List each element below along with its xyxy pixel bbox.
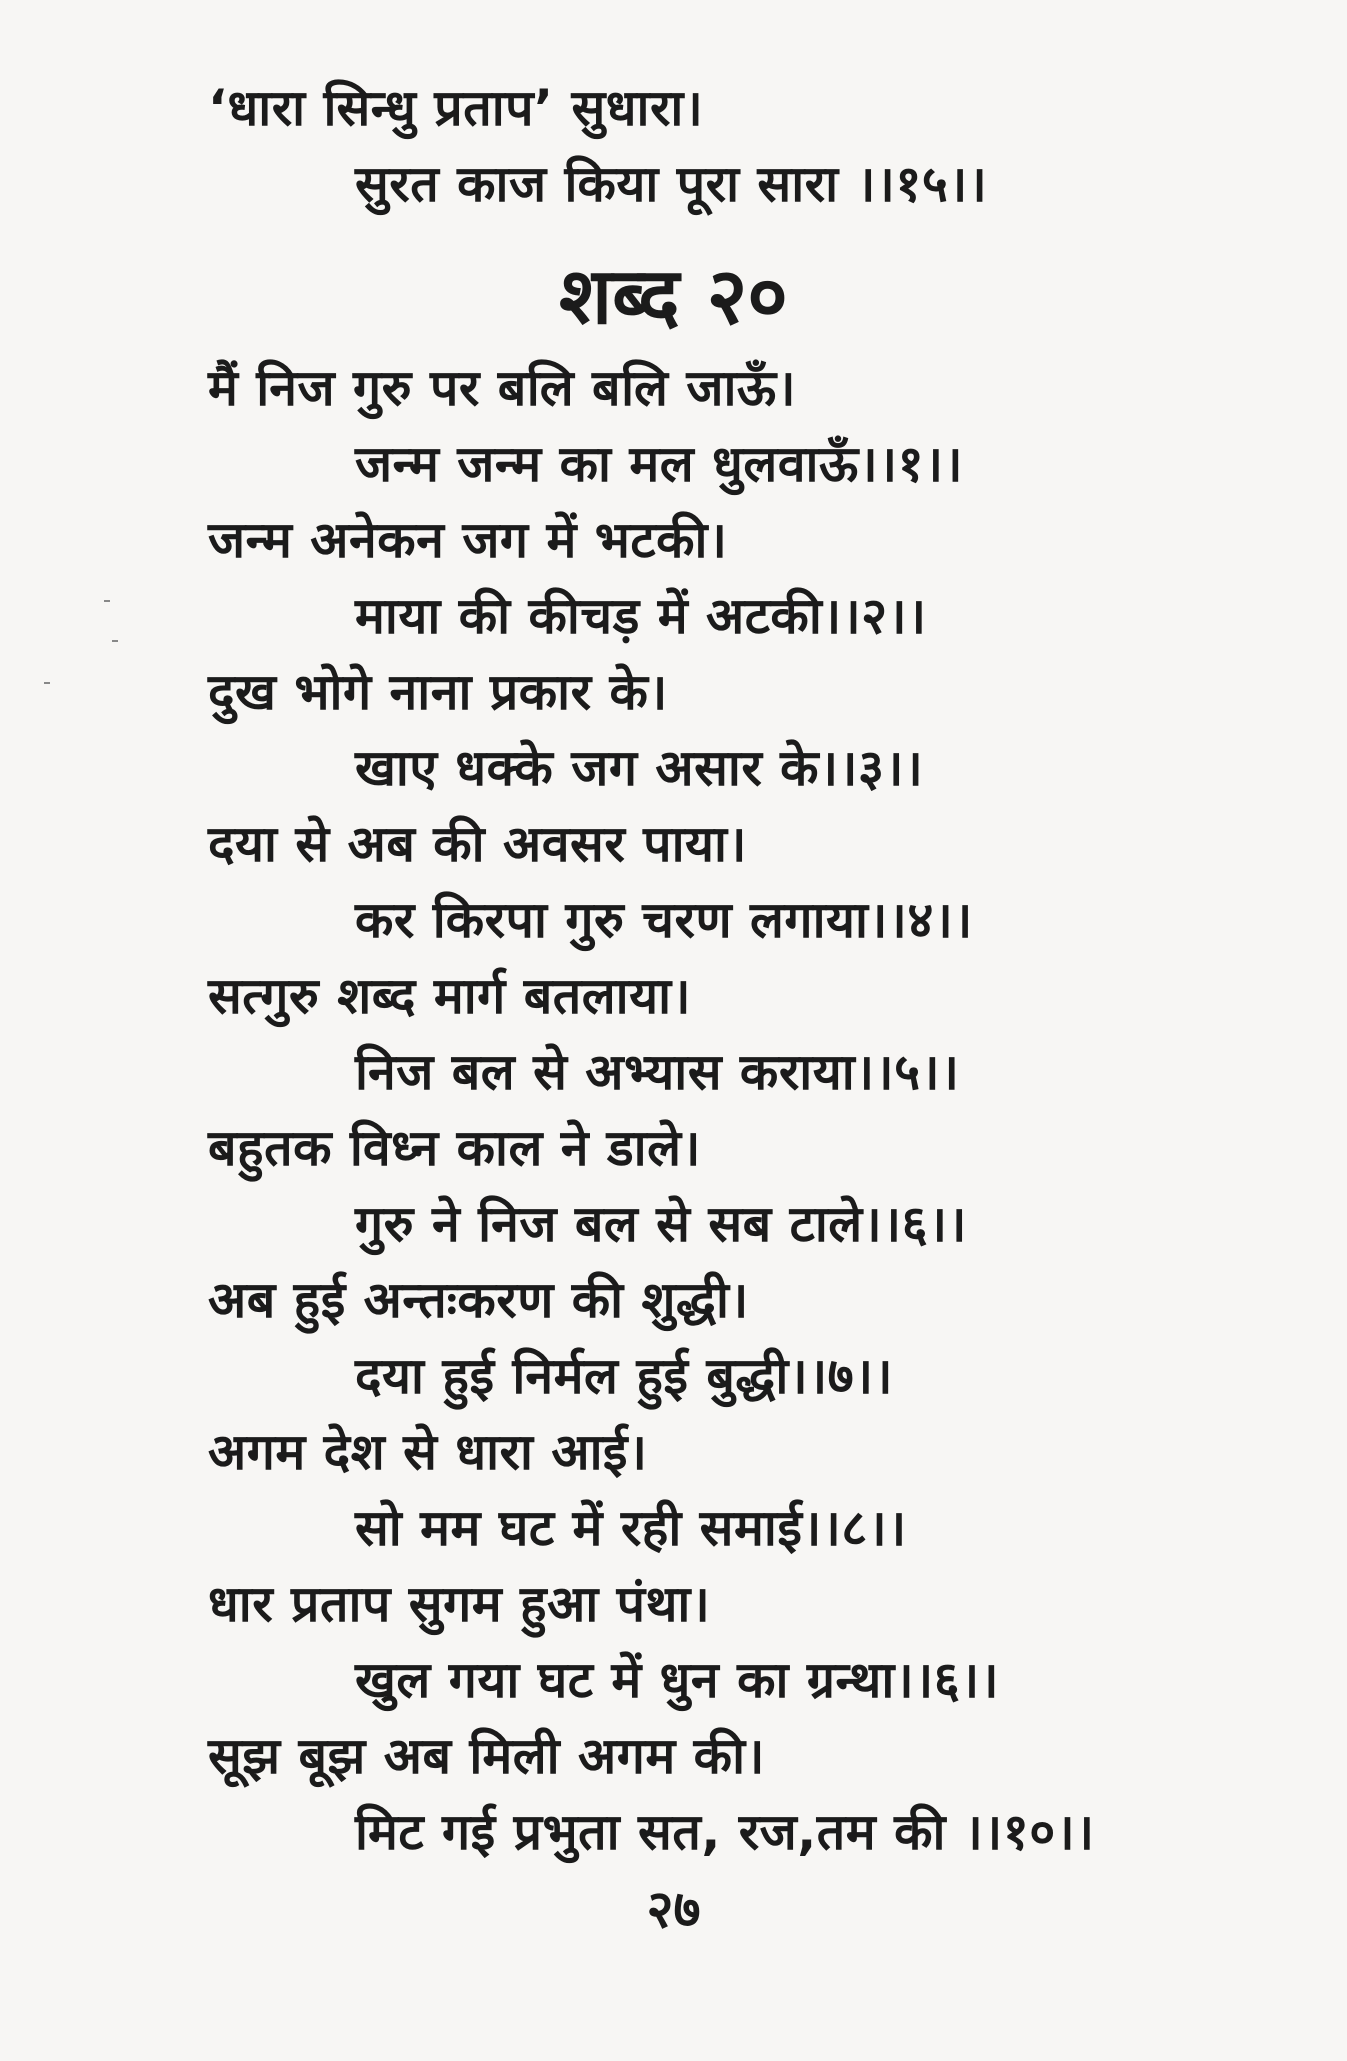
couplet-7-line-a: अब हुई अन्तःकरण की शुद्धी। bbox=[208, 1271, 749, 1329]
couplet-10-line-a: सूझ बूझ अब मिली अगम की। bbox=[208, 1727, 765, 1785]
couplet-9-line-b: खुल गया घट में धुन का ग्रन्था।।६।। bbox=[355, 1651, 1000, 1709]
page-number: २७ bbox=[646, 1880, 701, 1940]
couplet-2-line-a: जन्म अनेकन जग में भटकी। bbox=[208, 511, 728, 569]
couplet-9-line-a: धार प्रताप सुगम हुआ पंथा। bbox=[208, 1575, 711, 1633]
couplet-8-line-b: सो मम घट में रही समाई।।८।। bbox=[355, 1499, 907, 1557]
couplet-3-line-b: खाए धक्के जग असार के।।३।। bbox=[355, 739, 924, 797]
opening-line-2: सुरत काज किया पूरा सारा ।।१५।। bbox=[355, 155, 988, 213]
couplet-6-line-a: बहुतक विध्न काल ने डाले। bbox=[208, 1119, 701, 1177]
couplet-6-line-b: गुरु ने निज बल से सब टाले।।६।। bbox=[355, 1195, 967, 1253]
couplet-4-line-a: दया से अब की अवसर पाया। bbox=[208, 815, 747, 873]
couplet-2-line-b: माया की कीचड़ में अटकी।।२।। bbox=[355, 587, 927, 645]
couplet-1-line-b: जन्म जन्म का मल धुलवाऊँ।।१।। bbox=[355, 435, 964, 493]
couplet-10-line-b: मिट गई प्रभुता सत, रज,तम की ।।१०।। bbox=[355, 1803, 1095, 1861]
couplet-5-line-b: निज बल से अभ्यास कराया।।५।। bbox=[355, 1043, 960, 1101]
couplet-1-line-a: मैं निज गुरु पर बलि बलि जाऊँ। bbox=[208, 359, 797, 417]
margin-speck bbox=[44, 682, 50, 684]
couplet-3-line-a: दुख भोगे नाना प्रकार के। bbox=[208, 663, 668, 721]
opening-line-1: ‘धारा सिन्धु प्रताप’ सुधारा। bbox=[208, 79, 704, 137]
couplet-5-line-a: सत्गुरु शब्द मार्ग बतलाया। bbox=[208, 967, 692, 1025]
section-heading: शब्द २० bbox=[559, 252, 788, 342]
couplet-7-line-b: दया हुई निर्मल हुई बुद्धी।।७।। bbox=[355, 1347, 894, 1405]
couplet-4-line-b: कर किरपा गुरु चरण लगाया।।४।। bbox=[355, 891, 973, 949]
margin-speck bbox=[112, 640, 118, 642]
couplet-8-line-a: अगम देश से धारा आई। bbox=[208, 1423, 648, 1481]
margin-speck bbox=[104, 600, 110, 602]
